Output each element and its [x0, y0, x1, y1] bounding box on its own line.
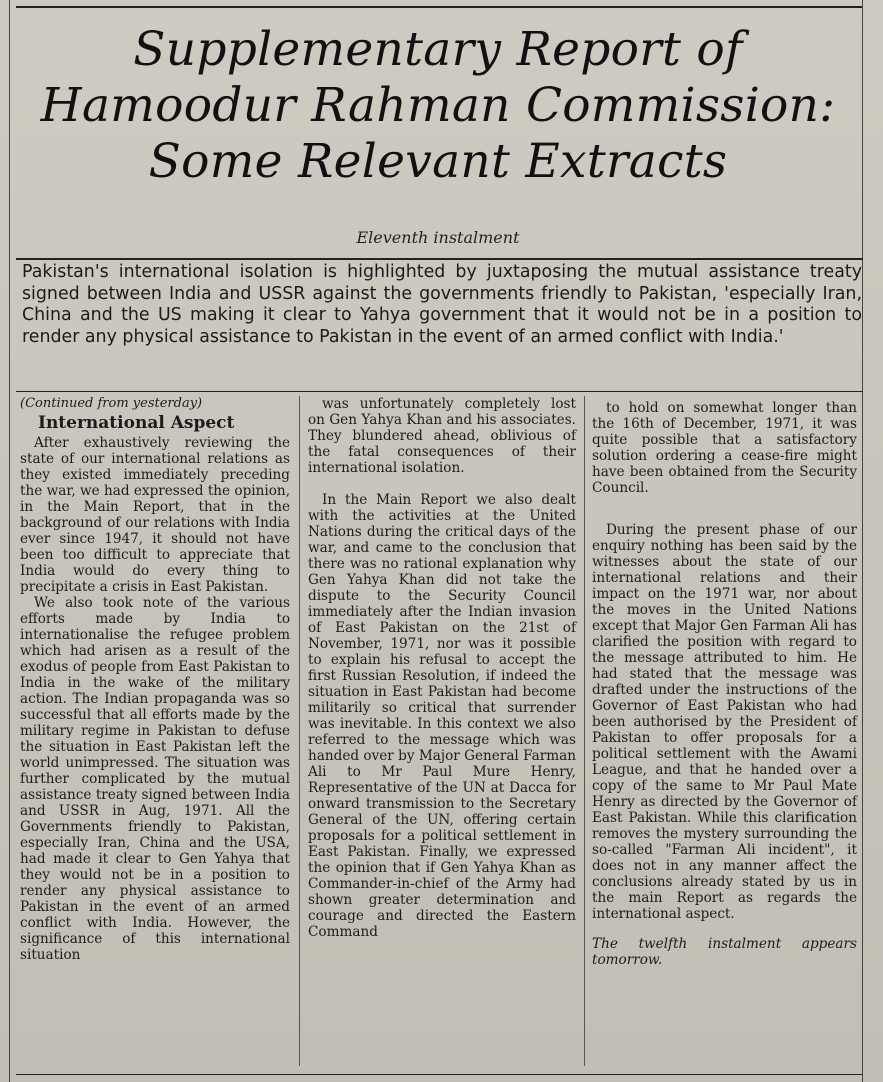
right-column-rule: [862, 0, 863, 1082]
intro-bottom-rule: [16, 391, 863, 392]
bottom-rule: [16, 1074, 863, 1075]
next-instalment-note: The twelfth instalment appears tomorrow.: [592, 936, 857, 968]
left-column-rule: [9, 0, 10, 1082]
top-rule: [16, 6, 863, 8]
headline: [14, 22, 862, 190]
paragraph: After exhaustively reviewing the state of our international relations as they existed immediately preceding the war, we had expressed the opinion, in the Main Report, that in the background of our relations with India ever since 1947, it should not have been too difficult to appreciate that India would do every thing to precipitate a crisis in East Pakistan.: [20, 435, 291, 595]
headline-line-2: Hamoodur Rahman Commission:: [40, 78, 836, 133]
article-column-3: [592, 400, 857, 968]
intro-summary: Pakistan's international isolation is highlighted by juxtaposing the mutual assistance treaty signed between India and USSR against the governments friendly to Pakistan, 'especially Iran, China and the US making it clear to Yahya government that it would not be in a position to render any physical assistance to Pakistan in the event of an armed conflict with India.': [22, 262, 862, 347]
column-divider: [584, 396, 585, 1066]
column-divider: [299, 396, 300, 1066]
intro-top-rule: [16, 258, 863, 260]
continued-note: (Continued from yesterday): [20, 396, 203, 411]
paragraph: During the present phase of our enquiry nothing has been said by the witnesses about the state of our international relations and their impact on the 1971 war, nor about the moves in the United Nations except that Major Gen Farman Ali has clarified the position with regard to the message attributed to him. He had stated that the message was drafted under the instructions of the Governor of East Pakistan who had been authorised by the President of Pakistan to offer proposals for a political settlement with the Awami League, and that he handed over a copy of the same to Mr Paul Mate Henry as directed by the Governor of East Pakistan. While this clarification removes the mystery surrounding the so-called "Farman Ali incident", it does not in any manner affect the conclusions already stated by us in the main Report as regards the international aspect.: [592, 522, 857, 922]
paragraph: We also took note of the various efforts made by India to internationalise the refugee problem which had arisen as a result of the exodus of people from East Pakistan to India in the wake of the military action. The Indian propaganda was so successful that all efforts made by the military regime in Pakistan to defuse the situation in East Pakistan left the world unimpressed. The situation was further complicated by the mutual assistance treaty signed between India and USSR in Aug, 1971. All the Governments friendly to Pakistan, especially Iran, China and the USA, had made it clear to Gen Yahya that they would not be in a position to render any physical assistance to Pakistan in the event of an armed conflict with India. However, the significance of this international situation: [20, 595, 290, 963]
section-title: International Aspect: [38, 413, 235, 433]
headline-line-1: Supplementary Report of: [133, 22, 743, 77]
paragraph: was unfortunately completely lost on Gen Yahya Khan and his associates. They blundered ahead, oblivious of the fatal consequences of their international isolation.: [308, 396, 576, 476]
instalment-label: Eleventh instalment: [356, 228, 520, 247]
headline-line-3: Some Relevant Extracts: [148, 134, 728, 189]
paragraph: to hold on somewhat longer than the 16th of December, 1971, it was quite possible that a satisfactory solution ordering a cease-fire might have been obtained from the Security Council.: [592, 400, 857, 496]
paragraph: In the Main Report we also dealt with the activities at the United Nations during the critical days of the war, and came to the conclusion that there was no rational explanation why Gen Yahya Khan did not take the dispute to the Security Council immediately after the Indian invasion of East Pakistan on the 21st of November, 1971, nor was it possible to explain his refusal to accept the first Russian Resolution, if indeed the situation in East Pakistan had become militarily so critical that surrender was inevitable. In this context we also referred to the message which was handed over by Major General Farman Ali to Mr Paul Mure Henry, Representative of the UN at Dacca for onward transmission to the Secretary General of the UN, offering certain proposals for a political settlement in East Pakistan. Finally, we expressed the opinion that if Gen Yahya Khan as Commander-in-chief of the Army had shown greater determination and courage and directed the Eastern Command: [308, 492, 576, 940]
article-column-2: [308, 396, 576, 940]
article-column-1: [20, 396, 290, 963]
